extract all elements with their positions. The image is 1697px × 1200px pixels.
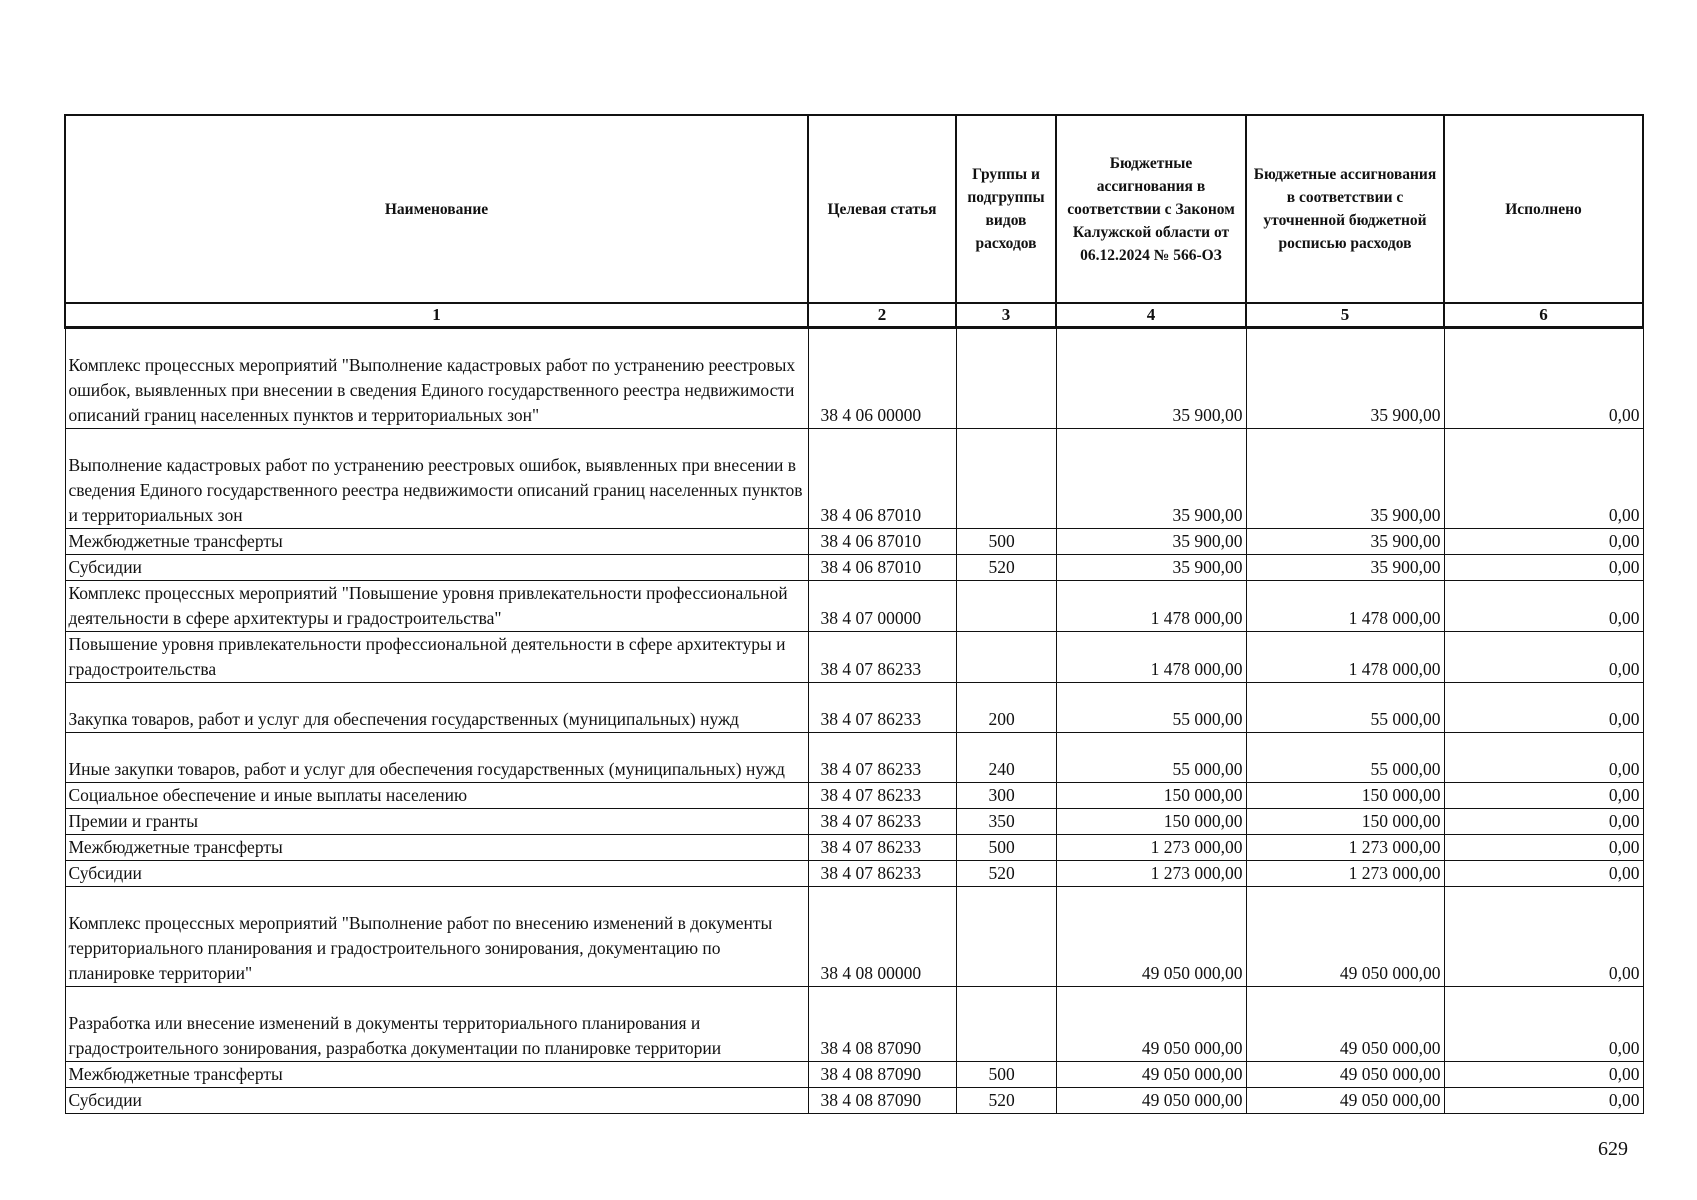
row-law-amount: 35 900,00 xyxy=(1056,429,1246,529)
row-expense-group: 500 xyxy=(956,1062,1056,1088)
row-plan-amount: 35 900,00 xyxy=(1246,429,1444,529)
row-expense-group xyxy=(956,581,1056,632)
row-expense-group xyxy=(956,987,1056,1062)
row-executed-amount: 0,00 xyxy=(1444,429,1643,529)
column-number: 5 xyxy=(1246,303,1444,328)
row-plan-amount: 35 900,00 xyxy=(1246,555,1444,581)
row-plan-amount: 49 050 000,00 xyxy=(1246,987,1444,1062)
header-expense-groups: Группы и подгруппы видов расходов xyxy=(956,115,1056,303)
table-row xyxy=(65,1062,1643,1088)
row-expense-group xyxy=(956,429,1056,529)
row-executed-amount: 0,00 xyxy=(1444,835,1643,861)
column-number-row xyxy=(65,303,1643,328)
row-law-amount: 49 050 000,00 xyxy=(1056,1088,1246,1114)
row-plan-amount: 49 050 000,00 xyxy=(1246,1088,1444,1114)
row-executed-amount: 0,00 xyxy=(1444,328,1643,429)
row-expense-group: 300 xyxy=(956,783,1056,809)
row-name: Социальное обеспечение и иные выплаты населению xyxy=(65,783,808,809)
row-target-article: 38 4 07 86233 xyxy=(808,835,956,861)
budget-table xyxy=(64,114,1644,1114)
row-law-amount: 49 050 000,00 xyxy=(1056,1062,1246,1088)
row-law-amount: 35 900,00 xyxy=(1056,328,1246,429)
row-expense-group: 520 xyxy=(956,1088,1056,1114)
row-executed-amount: 0,00 xyxy=(1444,783,1643,809)
row-executed-amount: 0,00 xyxy=(1444,861,1643,887)
row-law-amount: 150 000,00 xyxy=(1056,783,1246,809)
row-plan-amount: 35 900,00 xyxy=(1246,529,1444,555)
row-executed-amount: 0,00 xyxy=(1444,733,1643,783)
budget-table-container xyxy=(64,114,1642,1114)
row-law-amount: 150 000,00 xyxy=(1056,809,1246,835)
row-name: Межбюджетные трансферты xyxy=(65,529,808,555)
row-target-article: 38 4 08 87090 xyxy=(808,1062,956,1088)
row-plan-amount: 55 000,00 xyxy=(1246,683,1444,733)
table-row xyxy=(65,632,1643,683)
row-law-amount: 49 050 000,00 xyxy=(1056,987,1246,1062)
column-number: 1 xyxy=(65,303,808,328)
header-executed: Исполнено xyxy=(1444,115,1643,303)
row-expense-group xyxy=(956,632,1056,683)
row-name: Комплекс процессных мероприятий "Повышение уровня привлекательности профессиональной деятельности в сфере архитектуры и градостроительства" xyxy=(65,581,808,632)
row-executed-amount: 0,00 xyxy=(1444,809,1643,835)
row-target-article: 38 4 06 87010 xyxy=(808,555,956,581)
row-plan-amount: 150 000,00 xyxy=(1246,783,1444,809)
row-expense-group: 520 xyxy=(956,861,1056,887)
row-target-article: 38 4 08 87090 xyxy=(808,987,956,1062)
row-executed-amount: 0,00 xyxy=(1444,887,1643,987)
row-expense-group: 350 xyxy=(956,809,1056,835)
row-target-article: 38 4 07 86233 xyxy=(808,809,956,835)
row-name: Субсидии xyxy=(65,555,808,581)
row-plan-amount: 1 478 000,00 xyxy=(1246,632,1444,683)
row-law-amount: 35 900,00 xyxy=(1056,555,1246,581)
row-law-amount: 1 478 000,00 xyxy=(1056,581,1246,632)
row-target-article: 38 4 07 86233 xyxy=(808,783,956,809)
row-name: Иные закупки товаров, работ и услуг для обеспечения государственных (муниципальных) нужд xyxy=(65,733,808,783)
row-plan-amount: 55 000,00 xyxy=(1246,733,1444,783)
row-executed-amount: 0,00 xyxy=(1444,555,1643,581)
row-law-amount: 55 000,00 xyxy=(1056,733,1246,783)
table-row xyxy=(65,581,1643,632)
table-row xyxy=(65,429,1643,529)
row-name: Субсидии xyxy=(65,861,808,887)
page-number: 629 xyxy=(1598,1138,1628,1160)
column-number: 6 xyxy=(1444,303,1643,328)
table-row xyxy=(65,861,1643,887)
row-executed-amount: 0,00 xyxy=(1444,987,1643,1062)
table-row xyxy=(65,809,1643,835)
column-number: 4 xyxy=(1056,303,1246,328)
row-target-article: 38 4 06 87010 xyxy=(808,429,956,529)
row-target-article: 38 4 07 86233 xyxy=(808,733,956,783)
row-plan-amount: 35 900,00 xyxy=(1246,328,1444,429)
row-plan-amount: 49 050 000,00 xyxy=(1246,1062,1444,1088)
row-plan-amount: 150 000,00 xyxy=(1246,809,1444,835)
row-executed-amount: 0,00 xyxy=(1444,683,1643,733)
table-row xyxy=(65,887,1643,987)
row-expense-group: 240 xyxy=(956,733,1056,783)
row-expense-group: 520 xyxy=(956,555,1056,581)
row-target-article: 38 4 07 86233 xyxy=(808,632,956,683)
table-row xyxy=(65,683,1643,733)
row-expense-group: 500 xyxy=(956,835,1056,861)
row-executed-amount: 0,00 xyxy=(1444,632,1643,683)
row-target-article: 38 4 08 00000 xyxy=(808,887,956,987)
row-name: Субсидии xyxy=(65,1088,808,1114)
row-executed-amount: 0,00 xyxy=(1444,529,1643,555)
row-name: Повышение уровня привлекательности профессиональной деятельности в сфере архитектуры и градостроительства xyxy=(65,632,808,683)
row-expense-group xyxy=(956,887,1056,987)
row-target-article: 38 4 08 87090 xyxy=(808,1088,956,1114)
row-name: Межбюджетные трансферты xyxy=(65,835,808,861)
row-law-amount: 49 050 000,00 xyxy=(1056,887,1246,987)
table-row xyxy=(65,555,1643,581)
column-number: 3 xyxy=(956,303,1056,328)
row-executed-amount: 0,00 xyxy=(1444,1062,1643,1088)
row-target-article: 38 4 06 00000 xyxy=(808,328,956,429)
row-name: Закупка товаров, работ и услуг для обеспечения государственных (муниципальных) нужд xyxy=(65,683,808,733)
header-refined-allocations: Бюджетные ассигнования в соответствии с уточненной бюджетной росписью расходов xyxy=(1246,115,1444,303)
header-law-allocations: Бюджетные ассигнования в соответствии с Законом Калужской области от 06.12.2024 № 566-ОЗ xyxy=(1056,115,1246,303)
row-target-article: 38 4 07 00000 xyxy=(808,581,956,632)
table-row xyxy=(65,987,1643,1062)
row-target-article: 38 4 07 86233 xyxy=(808,683,956,733)
row-target-article: 38 4 07 86233 xyxy=(808,861,956,887)
row-plan-amount: 49 050 000,00 xyxy=(1246,887,1444,987)
table-row xyxy=(65,783,1643,809)
header-row xyxy=(65,115,1643,303)
header-name: Наименование xyxy=(65,115,808,303)
row-name: Комплекс процессных мероприятий "Выполнение работ по внесению изменений в документы территориального планирования и градостроительного зонирования, документацию по планировке территории" xyxy=(65,887,808,987)
row-law-amount: 55 000,00 xyxy=(1056,683,1246,733)
row-name: Комплекс процессных мероприятий "Выполнение кадастровых работ по устранению реестровых ошибок, выявленных при внесении в сведения Единого государственного реестра недвижимости описаний границ населенных пунктов и территориальных зон" xyxy=(65,328,808,429)
row-name: Выполнение кадастровых работ по устранению реестровых ошибок, выявленных при внесении в сведения Единого государственного реестра недвижимости описаний границ населенных пунктов и территориальных зон xyxy=(65,429,808,529)
row-expense-group: 200 xyxy=(956,683,1056,733)
row-plan-amount: 1 478 000,00 xyxy=(1246,581,1444,632)
row-law-amount: 1 478 000,00 xyxy=(1056,632,1246,683)
row-executed-amount: 0,00 xyxy=(1444,1088,1643,1114)
column-number: 2 xyxy=(808,303,956,328)
row-plan-amount: 1 273 000,00 xyxy=(1246,861,1444,887)
row-law-amount: 1 273 000,00 xyxy=(1056,861,1246,887)
table-row xyxy=(65,1088,1643,1114)
row-plan-amount: 1 273 000,00 xyxy=(1246,835,1444,861)
row-expense-group xyxy=(956,328,1056,429)
row-name: Премии и гранты xyxy=(65,809,808,835)
row-law-amount: 1 273 000,00 xyxy=(1056,835,1246,861)
row-law-amount: 35 900,00 xyxy=(1056,529,1246,555)
row-executed-amount: 0,00 xyxy=(1444,581,1643,632)
table-row xyxy=(65,328,1643,429)
row-expense-group: 500 xyxy=(956,529,1056,555)
row-target-article: 38 4 06 87010 xyxy=(808,529,956,555)
row-name: Межбюджетные трансферты xyxy=(65,1062,808,1088)
header-target-article: Целевая статья xyxy=(808,115,956,303)
table-row xyxy=(65,835,1643,861)
table-row xyxy=(65,529,1643,555)
table-row xyxy=(65,733,1643,783)
row-name: Разработка или внесение изменений в документы территориального планирования и градостроительного зонирования, разработка документации по планировке территории xyxy=(65,987,808,1062)
